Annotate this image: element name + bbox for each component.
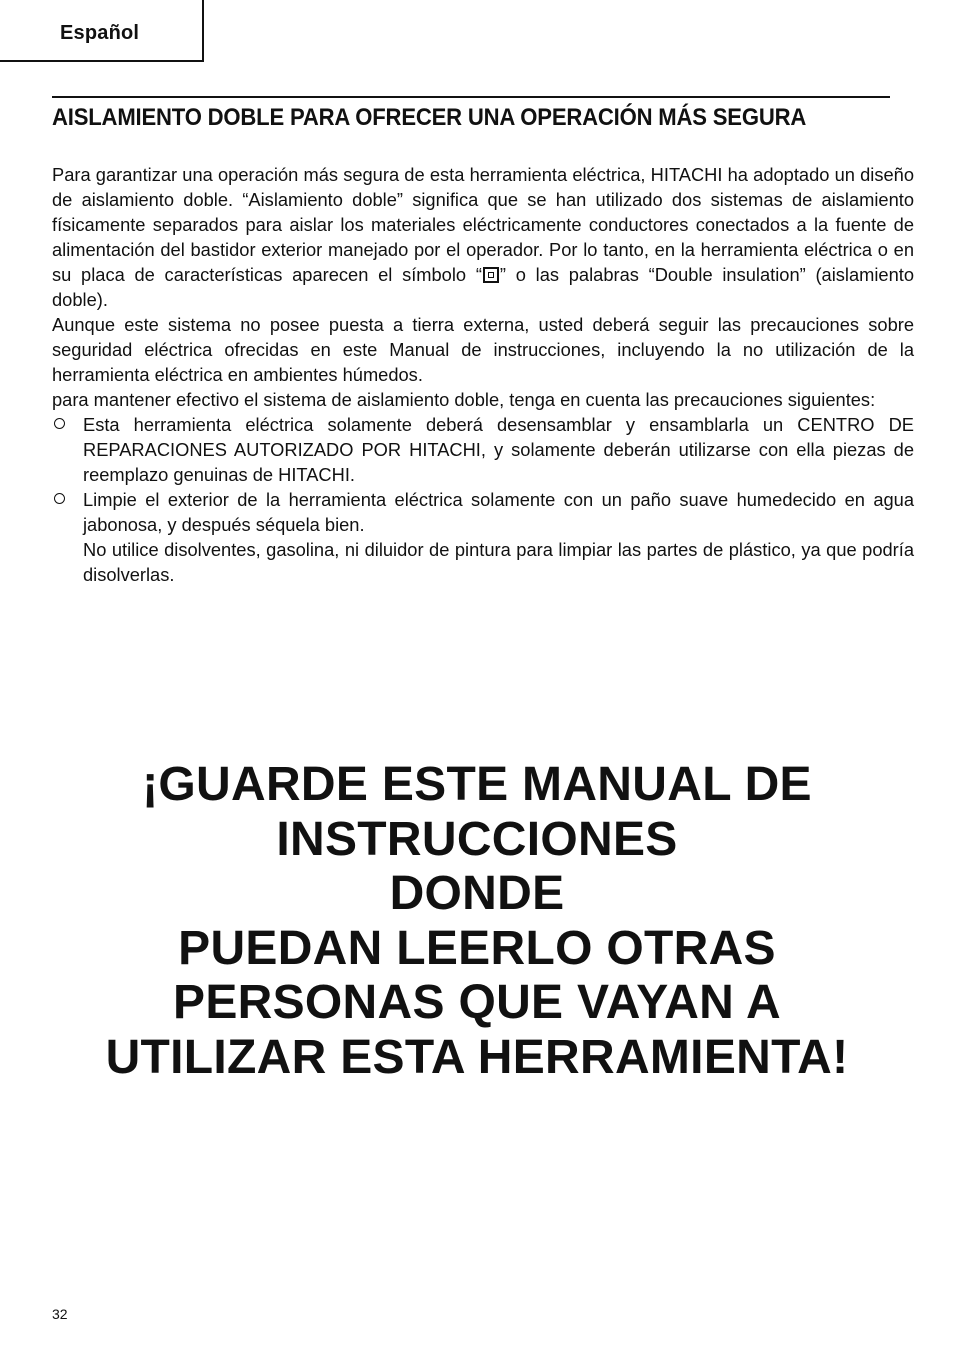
language-label: Español — [60, 22, 140, 44]
paragraph-precautions: para mantener efectivo el sistema de aislamiento doble, tenga en cuenta las precauciones siguientes: — [52, 389, 876, 410]
paragraph-intro-part1: Para garantizar una operación más segura de esta herramienta eléctrica, HITACHI ha adoptado un diseño de aislamiento doble. “Aislamiento doble” significa que se han utilizado dos sistemas de aislamiento físicamente separados para aislar los materiales eléctricamente conductores conectados a la fuente de alimentación del bastidor exterior manejado por el operador. Por lo tanto, en la herramienta eléctrica o en su placa de características aparecen el símbolo “ — [52, 164, 914, 285]
list-item — [52, 412, 914, 487]
notice-line: ¡GUARDE ESTE MANUAL DE — [142, 758, 812, 811]
paragraph-intro-part2: ” o las palabras “Double insulation” (aislamiento doble). — [52, 264, 914, 310]
notice-line: DONDE — [389, 867, 565, 920]
page-number: 32 — [52, 1306, 68, 1322]
notice-line: PUEDAN LEERLO OTRAS — [178, 921, 776, 975]
save-manual-notice — [0, 758, 954, 1085]
circle-bullet-icon — [54, 418, 65, 429]
list-item-continuation: No utilice disolventes, gasolina, ni diluidor de pintura para limpiar las partes de plástico, ya que podría disolverlas. — [83, 539, 914, 585]
notice-line: PERSONAS QUE VAYAN A — [173, 976, 781, 1029]
language-tab — [0, 0, 204, 62]
list-item-text: Esta herramienta eléctrica solamente deberá desensamblar y ensamblarla un CENTRO DE REPARACIONES AUTORIZADO POR HITACHI, y solamente deberán utilizarse con ella piezas de reemplazo genuinas de HITACHI. — [83, 414, 914, 485]
notice-line: INSTRUCCIONES — [276, 812, 678, 866]
list-item-text: Limpie el exterior de la herramienta eléctrica solamente con un paño suave humedecido en agua jabonosa, y después séquela bien. — [83, 489, 914, 535]
paragraph-intro — [52, 162, 914, 312]
list-item — [52, 487, 914, 587]
paragraph-grounding: Aunque este sistema no posee puesta a tierra externa, usted deberá seguir las precauciones sobre seguridad eléctrica ofrecidas en este Manual de instrucciones, incluyendo la no utilización de la herramienta eléctrica en ambientes húmedos. — [52, 314, 914, 385]
circle-bullet-icon — [54, 493, 65, 504]
section-body — [52, 162, 914, 587]
notice-line: UTILIZAR ESTA HERRAMIENTA! — [105, 1030, 849, 1084]
section-divider — [52, 96, 890, 98]
double-insulation-icon — [483, 267, 499, 283]
section-title: AISLAMIENTO DOBLE PARA OFRECER UNA OPERACIÓN MÁS SEGURA — [52, 104, 807, 131]
